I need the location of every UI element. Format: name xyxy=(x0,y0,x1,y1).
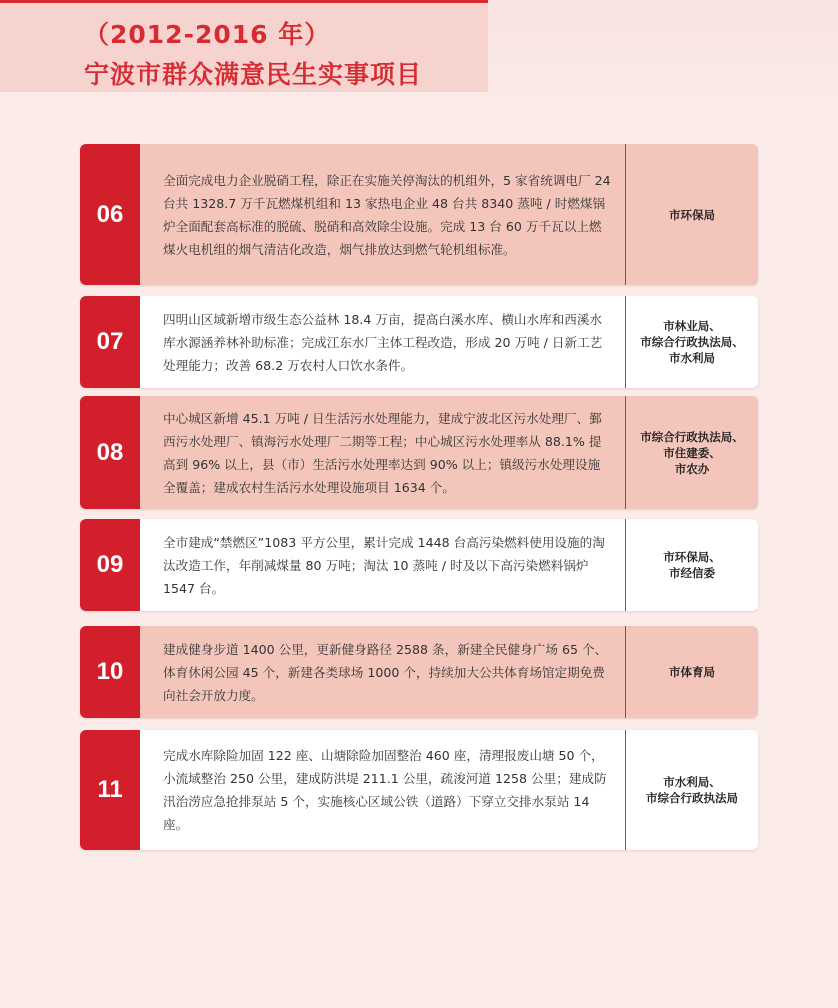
project-text: 全市建成“禁燃区”1083 平方公里，累计完成 1448 台高污染燃料使用设施的淘汰改造工作，年削减煤量 80 万吨；淘汰 10 蒸吨 / 时及以下高污染燃料锅炉 1547 台。 xyxy=(163,534,605,596)
page-title: 宁波市群众满意民生实事项目 xyxy=(84,60,423,89)
project-description xyxy=(140,396,626,509)
responsible-department: 市林业局、 市综合行政执法局、 市水利局 xyxy=(640,319,744,365)
project-description xyxy=(140,519,626,611)
project-row-10 xyxy=(80,626,758,718)
project-text: 完成水库除险加固 122 座、山塘除险加固整治 460 座，清理报废山塘 50 个，小流域整治 250 公里，建成防洪堤 211.1 公里，疏浚河道 1258 公里；建成防汛治涝应急抢排泵站 5 个，实施核心区域公铁（道路）下穿立交排水泵站 14 座。 xyxy=(163,748,607,832)
project-text: 全面完成电力企业脱硝工程，除正在实施关停淘汰的机组外，5 家省统调电厂 24 台共 1328.7 万千瓦燃煤机组和 13 家热电企业 48 台共 8340 蒸吨 / 时燃煤锅炉全面配套高标准的脱硫、脱硝和高效除尘设施。完成 13 台 60 万千瓦以上燃煤火电机组的烟气清洁化改造，烟气排放达到燃气轮机组标准。 xyxy=(163,172,611,257)
responsible-department: 市水利局、 市综合行政执法局 xyxy=(646,775,738,805)
project-row-08 xyxy=(80,396,758,509)
project-description xyxy=(140,296,626,388)
responsible-department: 市体育局 xyxy=(669,665,715,679)
title-banner xyxy=(0,0,488,92)
project-number: 10 xyxy=(80,626,140,718)
project-text: 建成健身步道 1400 公里，更新健身路径 2588 条，新建全民健身广场 65 个、体育休闲公园 45 个，新建各类球场 1000 个，持续加大公共体育场馆定期免费向社会开放力度。 xyxy=(163,641,608,703)
project-row-09 xyxy=(80,519,758,611)
project-text: 四明山区域新增市级生态公益林 18.4 万亩，提高白溪水库、横山水库和西溪水库水源涵养林补助标准；完成江东水厂主体工程改造，形成 20 万吨 / 日新工艺处理能力；改善 68.2 万农村人口饮水条件。 xyxy=(163,311,603,373)
project-number: 06 xyxy=(80,144,140,285)
project-description xyxy=(140,626,626,718)
project-number: 09 xyxy=(80,519,140,611)
project-row-11 xyxy=(80,730,758,850)
project-row-07 xyxy=(80,296,758,388)
project-number: 08 xyxy=(80,396,140,509)
project-number: 11 xyxy=(80,730,140,850)
project-description xyxy=(140,144,626,285)
project-row-06 xyxy=(80,144,758,285)
responsible-department: 市环保局、 市经信委 xyxy=(663,550,721,580)
project-number: 07 xyxy=(80,296,140,388)
responsible-department: 市综合行政执法局、 市住建委、 市农办 xyxy=(640,429,744,476)
responsible-department: 市环保局 xyxy=(669,207,715,222)
project-text: 中心城区新增 45.1 万吨 / 日生活污水处理能力，建成宁波北区污水处理厂、鄞西污水处理厂、镇海污水处理厂二期等工程；中心城区污水处理率从 88.1% 提高到 96% 以上，县（市）生活污水处理率达到 90% 以上；镇级污水处理设施全覆盖；建成农村生活污水处理设施项目 1634 个。 xyxy=(163,410,602,495)
title-years: （2012-2016 年） xyxy=(84,20,331,49)
project-description xyxy=(140,730,626,850)
